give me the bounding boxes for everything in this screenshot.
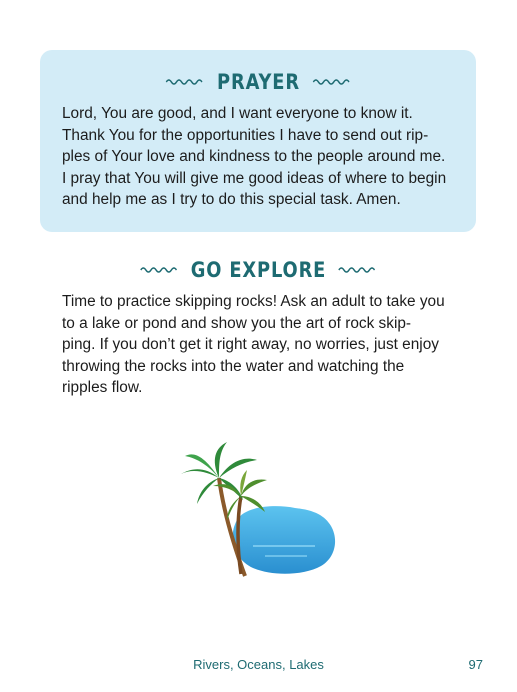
- prayer-line: ples of Your love and kindness to the people around me.: [62, 148, 446, 166]
- wave-left-icon: [166, 77, 205, 87]
- explore-line: ping. If you don’t get it right away, no worries, just enjoy: [62, 336, 439, 354]
- wave-right-icon: [338, 265, 377, 275]
- explore-text: [62, 291, 445, 399]
- prayer-title: PRAYER: [217, 70, 300, 94]
- explore-title: GO EXPLORE: [190, 258, 327, 282]
- prayer-heading: [39, 69, 478, 94]
- explore-line: to a lake or pond and show you the art of rock skip-: [62, 314, 412, 332]
- explore-line: ripples flow.: [62, 379, 143, 397]
- pond-shape: [233, 506, 335, 574]
- prayer-text: [62, 103, 446, 211]
- footer-section-title: Rivers, Oceans, Lakes: [193, 657, 324, 672]
- prayer-line: Lord, You are good, and I want everyone to know it.: [62, 105, 413, 122]
- explore-line: throwing the rocks into the water and watching the: [62, 357, 405, 375]
- prayer-line: and help me as I try to do this special task. Amen.: [62, 191, 401, 209]
- prayer-line: I pray that You will give me good ideas of where to begin: [62, 169, 447, 187]
- explore-heading: [39, 257, 478, 282]
- page-number: 97: [468, 657, 483, 672]
- prayer-line: Thank You for the opportunities I have to send out rip-: [62, 126, 429, 144]
- wave-right-icon: [312, 77, 351, 87]
- wave-left-icon: [140, 265, 179, 275]
- palm-trees-pond-illustration: [175, 438, 345, 583]
- explore-line: Time to practice skipping rocks! Ask an adult to take you: [62, 293, 445, 310]
